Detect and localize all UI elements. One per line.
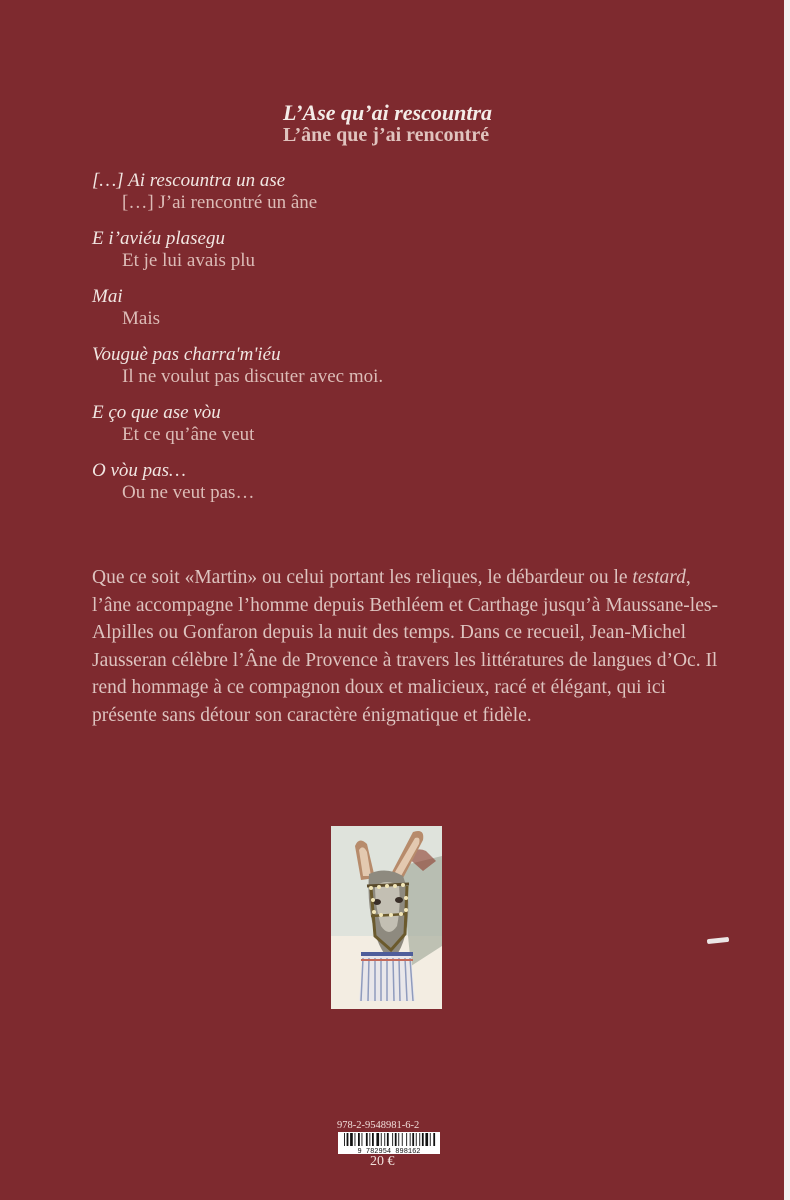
barcode [338, 1132, 440, 1154]
page-edge [784, 0, 790, 1200]
poem-stanza [92, 460, 692, 518]
poem-line-french: Mais [122, 308, 160, 329]
poem-line-french: Il ne voulut pas discuter avec moi. [122, 366, 384, 387]
price-label: 20 € [370, 1154, 395, 1169]
poem-line-french: Ou ne veut pas… [122, 482, 255, 503]
blurb-text-start: Que ce soit «Martin» ou celui portant les reliques, le débardeur ou le [92, 567, 633, 588]
poem-line-occitan: Vouguè pas charra'm'iéu [92, 344, 281, 365]
poem-line-occitan: […] Ai rescountra un ase [92, 170, 286, 191]
blurb-text-end: , l’âne accompagne l’homme depuis Bethléem et Carthage jusqu’à Maussane-les-Alpilles ou Gonfaron depuis la nuit des temps. Dans ce recueil, Jean-Michel Jausseran célèbre l’Âne de Provence à travers les littératures de langues d’Oc. Il rend hommage à ce compagnon doux et malicieux, racé et élégant, qui ici présente sans détour son caractère énigmatique et fidèle. [92, 567, 718, 726]
poem-line-french: […] J’ai rencontré un âne [122, 192, 318, 213]
poem-line-occitan: Mai [92, 286, 123, 307]
decorative-mark [707, 937, 729, 944]
title-occitan: L’Ase qu’ai rescountra [283, 100, 493, 125]
poem-stanza [92, 344, 692, 402]
blurb-italic-word: testard [632, 567, 686, 588]
blurb-paragraph [92, 564, 728, 729]
donkey-head-icon [331, 826, 442, 1009]
poem-line-french: Et ce qu’âne veut [122, 424, 255, 445]
poem-line-french: Et je lui avais plu [122, 250, 255, 271]
poem-stanza [92, 228, 692, 286]
poem-stanza [92, 286, 692, 344]
barcode-digits: 9 782954 898162 [357, 1148, 421, 1154]
title-french: L’âne que j’ai rencontré [283, 124, 490, 146]
poem-line-occitan: O vòu pas… [92, 460, 186, 481]
poem-line-occitan: E i’aviéu plasegu [92, 228, 225, 249]
poem-stanza [92, 402, 692, 460]
isbn-number: 978-2-9548981-6-2 [337, 1120, 420, 1131]
poem-stanza [92, 170, 692, 228]
poem [92, 170, 692, 518]
poem-line-occitan: E ço que ase vòu [92, 402, 221, 423]
